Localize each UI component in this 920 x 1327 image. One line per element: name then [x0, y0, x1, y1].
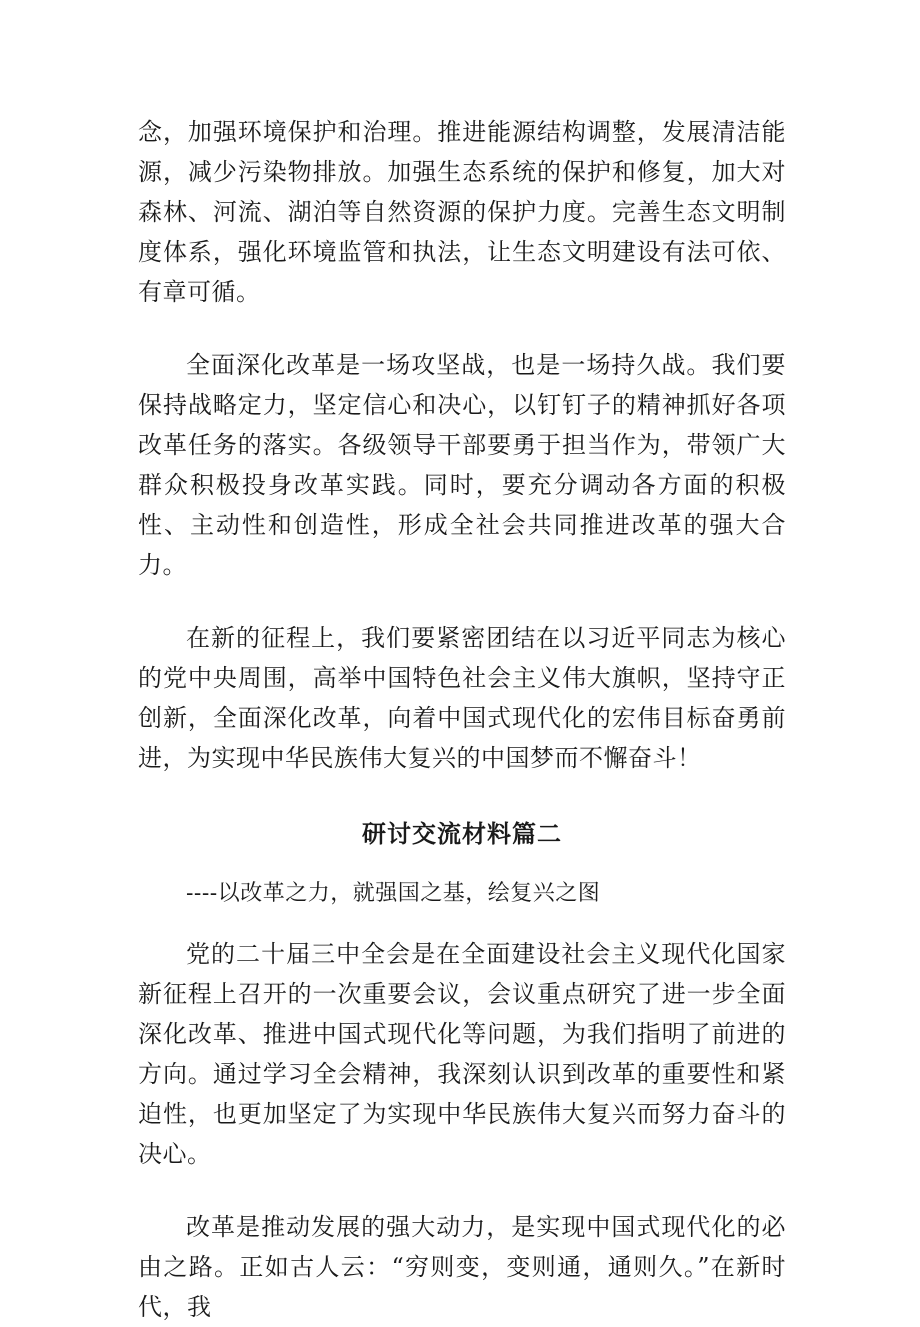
- paragraph-continuation: 念，加强环境保护和治理。推进能源结构调整，发展清洁能源，减少污染物排放。加强生态系统的保护和修复，加大对森林、河流、湖泊等自然资源的保护力度。完善生态文明制度体系，强化环境监管和执法，让生态文明建设有法可依、有章可循。: [138, 118, 786, 306]
- paragraph: 党的二十届三中全会是在全面建设社会主义现代化国家新征程上召开的一次重要会议，会议重点研究了进一步全面深化改革、推进中国式现代化等问题，为我们指明了前进的方向。通过学习全会精神，我深刻认识到改革的重要性和紧迫性，也更加坚定了为实现中华民族伟大复兴而努力奋斗的决心。: [138, 940, 786, 1168]
- paragraph: 改革是推动发展的强大动力，是实现中国式现代化的必由之路。正如古人云：“穷则变，变则通，通则久。”在新时代，我: [138, 1213, 786, 1321]
- section-title: 研讨交流材料篇二: [362, 819, 562, 848]
- section-subtitle: ----以改革之力，就强国之基，绘复兴之图: [186, 881, 601, 906]
- document-body: [138, 112, 786, 1327]
- paragraph: 在新的征程上，我们要紧密团结在以习近平同志为核心的党中央周围，高举中国特色社会主义伟大旗帜，坚持守正创新，全面深化改革，向着中国式现代化的宏伟目标奋勇前进，为实现中华民族伟大复兴的中国梦而不懈奋斗！: [138, 624, 786, 772]
- paragraph: 全面深化改革是一场攻坚战，也是一场持久战。我们要保持战略定力，坚定信心和决心，以钉钉子的精神抓好各项改革任务的落实。各级领导干部要勇于担当作为，带领广大群众积极投身改革实践。同时，要充分调动各方面的积极性、主动性和创造性，形成全社会共同推进改革的强大合力。: [138, 351, 786, 579]
